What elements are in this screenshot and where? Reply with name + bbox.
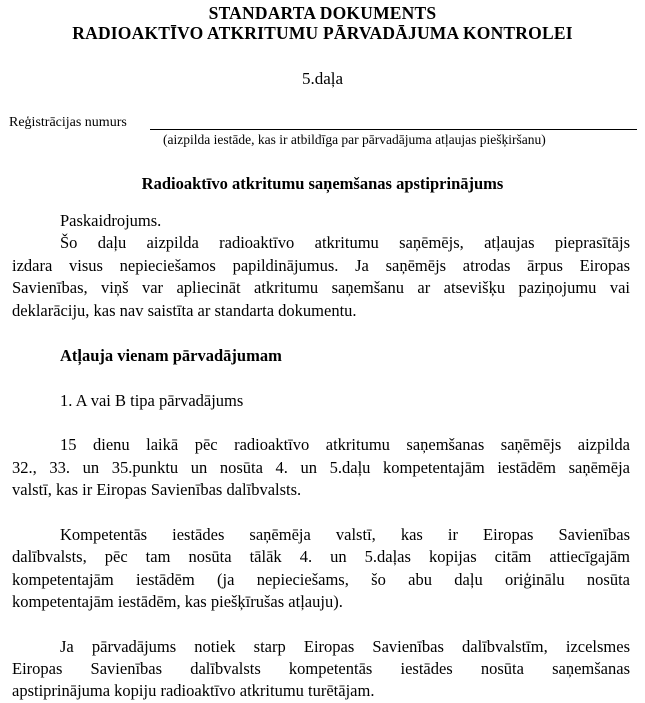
explanation-line: Savienības, viņš var apliecināt atkritumu saņemšanu ar atsevišķu paziņojumu vai — [12, 278, 630, 297]
paragraph-line: Ja pārvadājums notiek starp Eiropas Savienības dalībvalstīm, izcelsmes — [60, 637, 630, 656]
item-1: 1. A vai B tipa pārvadājums — [60, 391, 244, 410]
part-number: 5.daļa — [301, 69, 344, 88]
explanation-line: Šo daļu aizpilda radioaktīvo atkritumu saņēmējs, atļaujas pieprasītājs — [60, 233, 630, 252]
explanation-line: izdara visus nepieciešamos papildinājumus. Ja saņēmējs atrodas ārpus Eiropas — [12, 256, 630, 275]
paragraph-line: kompetentajām iestādēm (ja nepieciešams, šo abu daļu oriģinālu nosūta — [12, 570, 630, 589]
paragraph-line: kompetentajām iestādēm, kas piešķīrušas atļauju). — [12, 592, 343, 611]
paragraph-line: valstī, kas ir Eiropas Savienības dalībvalsts. — [12, 480, 302, 499]
document-title-line1: STANDARTA DOKUMENTS — [208, 3, 437, 23]
paragraph-line: dalībvalsts, pēc tam nosūta tālāk 4. un 5.daļas kopijas citām attiecīgajām — [12, 547, 630, 566]
explanation-heading: Paskaidrojums. — [60, 211, 162, 230]
paragraph-line: 15 dienu laikā pēc radioaktīvo atkritumu saņemšanas saņēmējs aizpilda — [60, 435, 630, 454]
registration-note: (aizpilda iestāde, kas ir atbildīga par pārvadājuma atļaujas piešķiršanu) — [163, 132, 546, 147]
paragraph-line: Kompetentās iestādes saņēmēja valstī, kas ir Eiropas Savienības — [60, 525, 630, 544]
section-title: Radioaktīvo atkritumu saņemšanas apstiprinājums — [141, 174, 504, 193]
permit-heading: Atļauja vienam pārvadājumam — [60, 346, 282, 365]
paragraph-line: apstiprinājuma kopiju radioaktīvo atkritumu turētājam. — [12, 681, 375, 700]
document-title-line2: RADIOAKTĪVO ATKRITUMU PĀRVADĀJUMA KONTROLEI — [72, 23, 573, 43]
registration-label: Reģistrācijas numurs — [9, 115, 127, 130]
registration-number-line — [150, 129, 637, 130]
paragraph-line: Eiropas Savienības dalībvalsts kompetentās iestādes nosūta saņemšanas — [12, 659, 630, 678]
paragraph-line: 32., 33. un 35.punktu un nosūta 4. un 5.daļu kompetentajām iestādēm saņēmēja — [12, 458, 630, 477]
explanation-line: deklarāciju, kas nav saistīta ar standarta dokumentu. — [12, 301, 357, 320]
